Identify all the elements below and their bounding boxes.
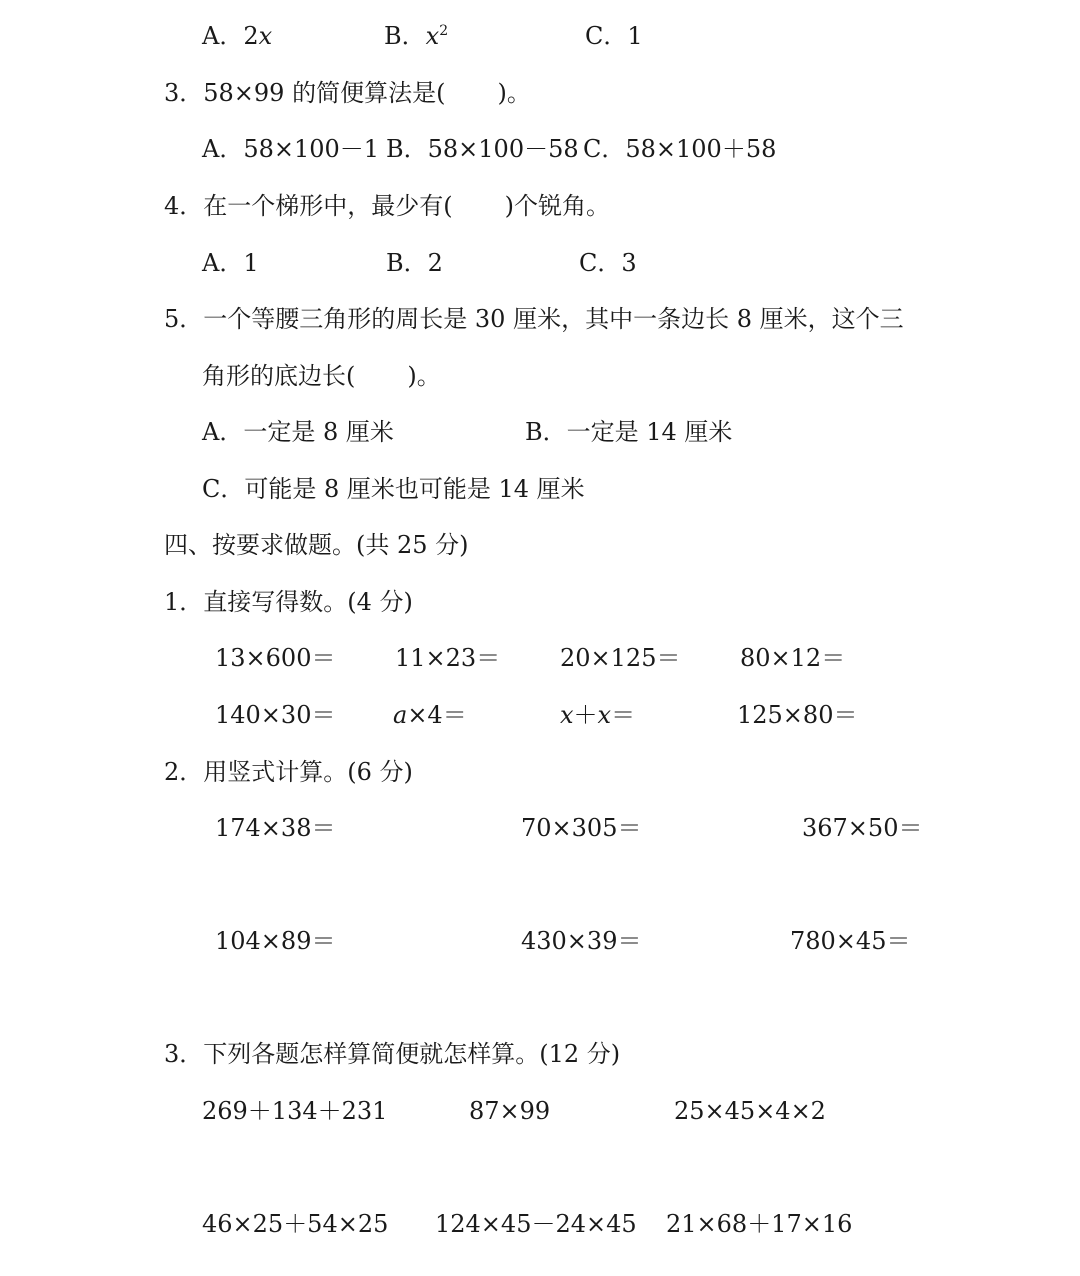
part2-r1-c3: 367×50＝ xyxy=(802,814,923,842)
q2-option-a xyxy=(202,21,272,51)
part1-r2-c2-rest: ×4＝ xyxy=(407,701,467,729)
part1-r1-c3: 20×125＝ xyxy=(560,644,681,672)
q2-option-a-var: x xyxy=(258,22,273,50)
part3-r1-c1: 269＋134＋231 xyxy=(202,1097,388,1125)
q5-stem-end: )。 xyxy=(407,362,441,390)
part1-r1-c2: 11×23＝ xyxy=(395,644,501,672)
q2-option-c: C．1 xyxy=(585,22,643,50)
part1-r2-c3-op: ＋ xyxy=(573,701,598,729)
q4-stem-end: )个锐角。 xyxy=(504,192,611,220)
q3-stem-end: )。 xyxy=(497,79,531,107)
part1-r2-c3-var1: x xyxy=(560,701,574,729)
q5-option-a: A．一定是 8 厘米 xyxy=(202,418,394,446)
part3-title: 3．下列各题怎样算简便就怎样算。(12 分) xyxy=(164,1040,621,1068)
q3-stem-text: 3．58×99 的简便算法是( xyxy=(164,79,446,107)
part1-r2-c1: 140×30＝ xyxy=(215,701,336,729)
q3-option-c: C．58×100＋58 xyxy=(583,135,777,163)
part2-r2-c1: 104×89＝ xyxy=(215,927,336,955)
q3-option-a: A．58×100－1 xyxy=(202,135,380,163)
q4-stem-text: 4．在一个梯形中，最少有( xyxy=(164,192,453,220)
part2-r2-c3: 780×45＝ xyxy=(790,927,911,955)
q5-stem-line2-text: 角形的底边长( xyxy=(202,362,356,390)
q2-option-b-var: x xyxy=(425,22,440,50)
part1-r2-c2-var: a xyxy=(393,701,408,729)
part1-r2-c3-eq: ＝ xyxy=(611,701,636,729)
section4-heading: 四、按要求做题。(共 25 分) xyxy=(164,531,469,559)
part2-title: 2．用竖式计算。(6 分) xyxy=(164,758,413,786)
part1-r2-c3-var2: x xyxy=(597,701,612,729)
part2-r1-c2: 70×305＝ xyxy=(521,814,642,842)
q5-stem-line1: 5．一个等腰三角形的周长是 30 厘米，其中一条边长 8 厘米，这个三 xyxy=(164,305,904,333)
part2-r1-c1: 174×38＝ xyxy=(215,814,336,842)
part1-r1-c1: 13×600＝ xyxy=(215,644,336,672)
part3-r2-c3: 21×68＋17×16 xyxy=(666,1210,853,1238)
q4-option-a: A．1 xyxy=(202,249,259,277)
part1-r2-c2 xyxy=(393,700,467,730)
part3-r2-c1: 46×25＋54×25 xyxy=(202,1210,389,1238)
q2-option-b xyxy=(384,21,448,51)
q4-option-b: B．2 xyxy=(386,249,443,277)
part1-title: 1．直接写得数。(4 分) xyxy=(164,588,413,616)
q4-stem xyxy=(164,191,610,221)
q5-option-c: C．可能是 8 厘米也可能是 14 厘米 xyxy=(202,475,585,503)
part1-r2-c3 xyxy=(560,700,635,730)
part3-r2-c2: 124×45－24×45 xyxy=(435,1210,637,1238)
part3-r1-c3: 25×45×4×2 xyxy=(674,1097,826,1125)
q3-option-b: B．58×100－58 xyxy=(386,135,579,163)
q5-option-b: B．一定是 14 厘米 xyxy=(525,418,733,446)
q4-option-c: C．3 xyxy=(579,249,637,277)
q2-option-a-text: A．2 xyxy=(202,22,259,50)
q3-stem xyxy=(164,78,531,108)
part1-r1-c4: 80×12＝ xyxy=(740,644,846,672)
q5-stem-line2 xyxy=(202,361,441,391)
part2-r2-c2: 430×39＝ xyxy=(521,927,642,955)
part3-r1-c2: 87×99 xyxy=(469,1097,551,1125)
part1-r2-c4: 125×80＝ xyxy=(737,701,858,729)
q2-option-b-text: B． xyxy=(384,22,426,50)
q2-option-b-exponent: 2 xyxy=(439,23,449,39)
